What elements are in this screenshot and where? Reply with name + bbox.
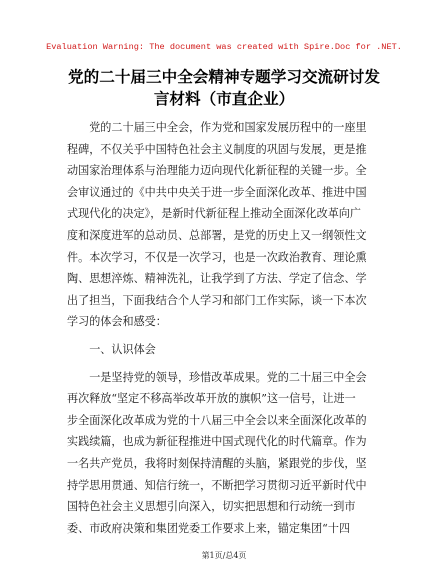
title-line-1: 党的二十届三中全会精神专题学习交流研讨发: [68, 68, 380, 86]
section-paragraph: [67, 367, 387, 540]
text-line: 式现代化的决定》，是新时代新征程上推动全面深化改革向广: [67, 207, 361, 221]
text-line: 国特色社会主义思想引向深入，切实把思想和行动统一到市: [67, 500, 356, 514]
text-line: 学习的体会和感受：: [67, 315, 167, 329]
intro-paragraph: [67, 117, 387, 333]
text-line: 会审议通过的《中共中央关于进一步全面深化改革、推进中国: [67, 185, 367, 199]
document-body: [67, 117, 387, 539]
text-line: 陶、思想淬炼、精神洗礼，让我学到了方法、学定了信念、学: [67, 272, 367, 286]
text-line: 党的二十届三中全会，作为党和国家发展历程中的一座里: [67, 121, 367, 134]
text-line: 度和深度进军的总动员、总部署，是党的历史上又一纲领性文: [67, 228, 367, 242]
evaluation-warning: Evaluation Warning: The document was created with Spire.Doc for .NET.: [46, 42, 402, 52]
text-line: 一名共产党员，我将时刻保持清醒的头脑，紧跟党的步伐，坚: [67, 456, 367, 470]
text-line: 出了担当，下面我结合个人学习和部门工作实际，谈一下本次: [67, 293, 367, 307]
text-line: 件。本次学习，不仅是一次学习，也是一次政治教育、理论熏: [67, 250, 367, 264]
text-line: 动国家治理体系与治理能力迈向现代化新征程的关键一步。全: [67, 164, 367, 178]
text-line: 一是坚持党的领导，珍惜改革成果。党的二十届三中全会: [67, 370, 367, 384]
text-line: 委、市政府决策和集团党委工作要求上来，锚定集团“十四: [67, 521, 351, 535]
page-number-footer: 第1页/总4页: [201, 551, 247, 560]
title-line-2: 言材料（市直企业）: [153, 90, 295, 108]
text-line: 再次释放“坚定不移高举改革开放的旗帜”这一信号，让进一: [67, 392, 356, 406]
text-line: 步全面深化改革成为党的十八届三中全会以来全面深化改革的: [67, 413, 367, 427]
text-line: 程碑，不仅关乎中国特色社会主义制度的巩固与发展，更是推: [67, 142, 367, 156]
text-line: 持学思用贯通、知信行统一，不断把学习贯彻习近平新时代中: [67, 478, 367, 492]
section-heading: 一、认识体会: [67, 342, 156, 356]
text-line: 实践续篇，也成为新征程推进中国式现代化的时代篇章。作为: [67, 435, 367, 449]
document-title: [0, 66, 448, 110]
